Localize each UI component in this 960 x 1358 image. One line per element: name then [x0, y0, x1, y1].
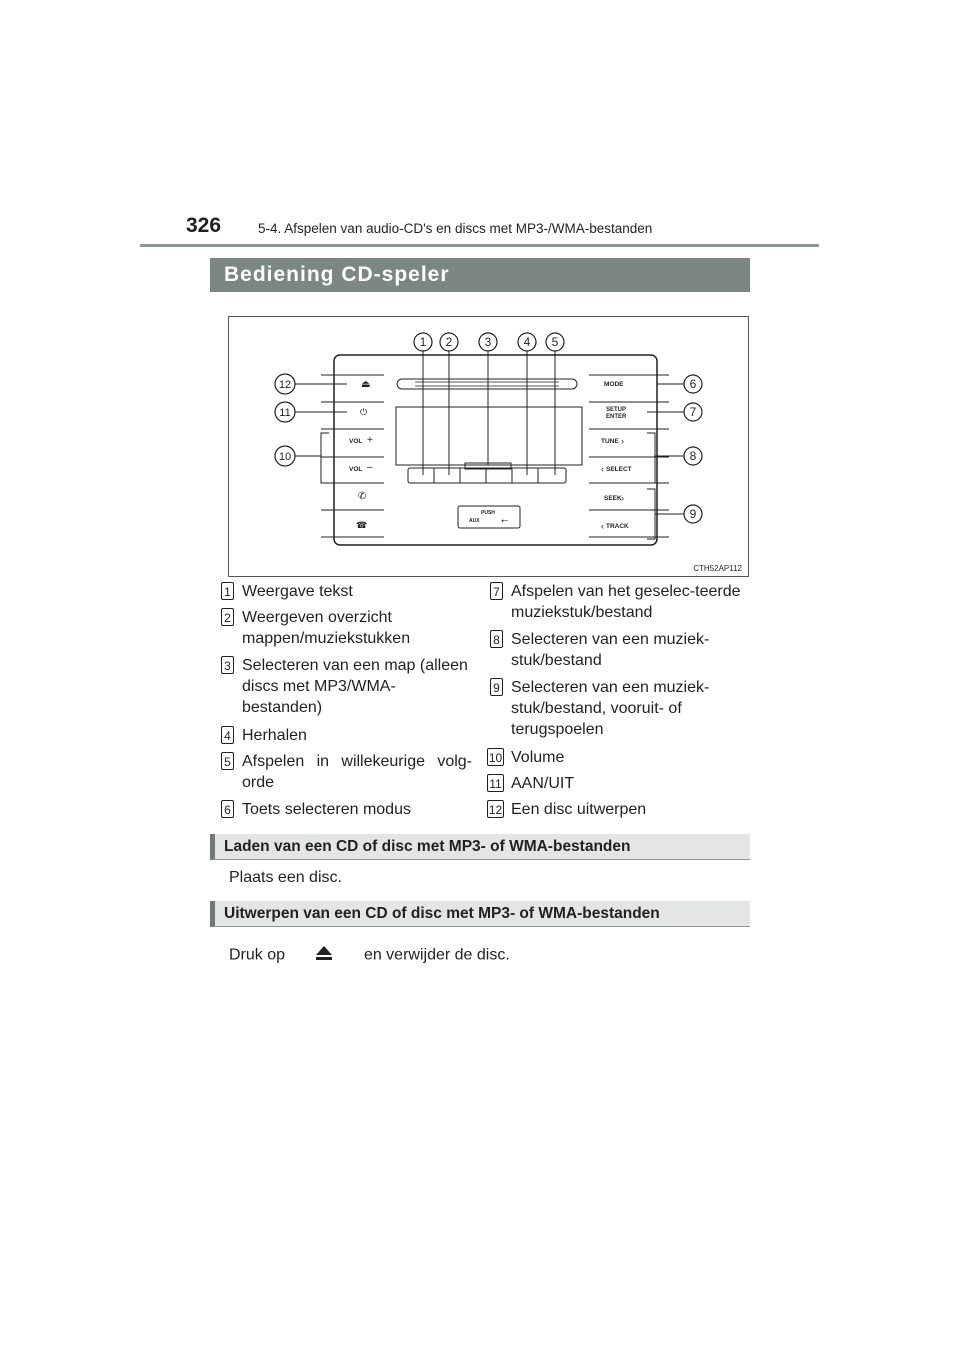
callout-7 [684, 403, 702, 421]
svg-text:›: › [621, 436, 624, 446]
svg-text:⭠: ⭠ [501, 515, 509, 525]
page-number: 326 [186, 214, 222, 237]
svg-text:–: – [367, 462, 373, 473]
legend-item-6: 6 Toets selecteren modus [242, 799, 472, 820]
eject-body-after: en verwijder de disc. [363, 946, 510, 964]
legend-item-10: 10 Volume [488, 749, 565, 766]
svg-text:3: 3 [484, 335, 492, 349]
svg-text:‹: ‹ [601, 464, 604, 474]
svg-text:4: 4 [523, 335, 531, 349]
legend-item-12: 12 Een disc uitwerpen [488, 801, 647, 818]
svg-text:12: 12 [278, 379, 292, 391]
section-title: Bediening CD-speler [210, 258, 750, 292]
chapter-title: 5-4. Afspelen van audio-CD's en discs met MP3-/WMA-bestanden [258, 221, 653, 236]
legend-item-9: 9 Selecteren van een muziek-stuk/bestand, vooruit- of terugspoelen [511, 677, 741, 740]
svg-text:9: 9 [689, 507, 697, 521]
callout-8 [684, 447, 702, 465]
svg-text:10: 10 [278, 451, 292, 463]
svg-text:8: 8 [689, 449, 697, 463]
disc-slot [397, 379, 577, 389]
push-label: PUSH [481, 510, 495, 516]
eject-section-title: Uitwerpen van een CD of disc met MP3- of WMA-bestanden [210, 901, 750, 927]
callout-5 [546, 333, 564, 351]
callout-12 [275, 374, 295, 394]
svg-text:1: 1 [419, 335, 427, 349]
eject-section-body [229, 943, 510, 968]
svg-text:›: › [621, 493, 624, 503]
eject-button-icon [289, 943, 359, 968]
legend-item-2: 2 Weergeven overzicht mappen/muziekstukken [242, 607, 472, 649]
eject-icon: ⏏ [361, 379, 371, 390]
eject-body-before: Druk op [229, 946, 286, 964]
enter-label: ENTER [606, 414, 627, 420]
legend-item-11: 11 AAN/UIT [511, 773, 741, 794]
preset-buttons [408, 463, 566, 483]
callout-10 [275, 446, 295, 466]
figure-code: CTH52AP112 [693, 564, 742, 573]
track-label: TRACK [606, 523, 629, 530]
callout-11 [275, 402, 295, 422]
svg-text:5: 5 [551, 335, 559, 349]
svg-text:7: 7 [689, 405, 697, 419]
mode-label: MODE [604, 381, 624, 388]
svg-text:+: + [367, 435, 373, 446]
callout-3 [479, 333, 497, 351]
vol-minus-label: VOL [349, 466, 363, 473]
legend-item-7: 7 Afspelen van het geselec-teerde muziekstuk/bestand [511, 581, 741, 623]
svg-text:11: 11 [279, 407, 291, 419]
cd-player-panel-diagram [229, 317, 748, 576]
display-area [396, 407, 582, 465]
svg-text:‹: ‹ [601, 521, 604, 531]
setup-label: SETUP [606, 407, 627, 413]
callout-1 [414, 333, 432, 351]
header-rule [140, 244, 819, 247]
legend-item-8: 8 Selecteren van een muziek-stuk/bestand [511, 629, 741, 671]
load-section-body: Plaats een disc. [229, 869, 342, 886]
aux-label: AUX [469, 518, 480, 524]
svg-text:2: 2 [445, 335, 453, 349]
legend-item-1: 1 Weergave tekst [242, 581, 472, 602]
vol-plus-label: VOL [349, 438, 363, 445]
power-icon: ⏻ [360, 407, 368, 417]
cd-player-figure [228, 316, 749, 577]
callout-9 [684, 505, 702, 523]
load-section-title: Laden van een CD of disc met MP3- of WMA-bestanden [210, 834, 750, 860]
legend-item-4: 4 Herhalen [242, 725, 472, 746]
callout-2 [440, 333, 458, 351]
tune-label: TUNE [601, 438, 619, 445]
hangup-icon: ☎ [356, 520, 368, 530]
callout-4 [518, 333, 536, 351]
legend-item-3: 3 Selecteren van een map (alleen discs met MP3/WMA-bestanden) [242, 655, 472, 718]
legend-item-5: 5 Afspelen in willekeurige volg-orde [242, 751, 472, 793]
phone-icon: ✆ [358, 491, 367, 502]
callout-6 [684, 375, 702, 393]
svg-text:6: 6 [689, 377, 697, 391]
select-label: SELECT [606, 466, 632, 473]
seek-label: SEEK [604, 495, 622, 502]
